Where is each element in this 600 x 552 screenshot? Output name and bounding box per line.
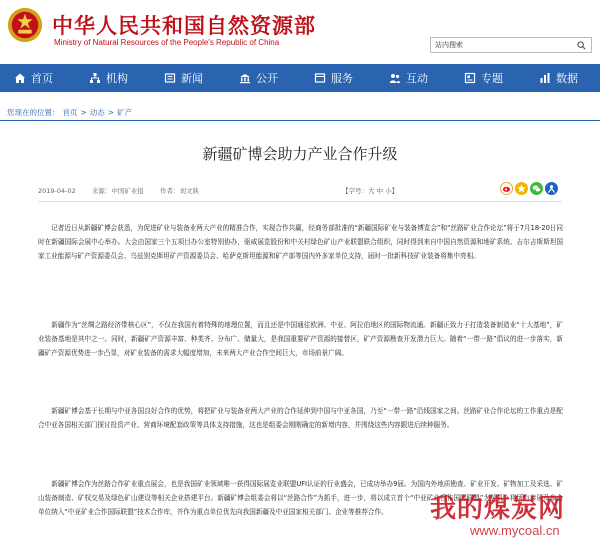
font-size-switch[interactable]: 【字号：大 中 小】 — [342, 187, 399, 195]
nav-item-home[interactable] — [0, 64, 75, 92]
article-paragraph: 记者近日从新疆矿博会获悉，为促进矿业与装备业两大产业的精准合作，实现合作共赢，经商务部批准的“新疆国际矿业与装备博览会”和“丝路矿业合作论坛”将于7月18-20日同时在新疆国际会展中心举办。大会由国家三个五项目办公室特别协办，驱威展览股份和中关村绿色矿山产业联盟联合组织，同时得到来自中国自然资源和地矿系统、吉尔吉斯斯坦国家工业能源与矿产资源委员会、乌兹别克斯坦矿产资源委员会、哈萨克斯坦能源和矿产部等国内外多家单位支持，届时一批新科技矿业装备将集中亮相。 — [38, 224, 563, 260]
article-title: 新疆矿博会助力产业合作升级 — [202, 145, 398, 163]
weibo-icon[interactable] — [500, 182, 513, 195]
main-nav — [0, 64, 600, 92]
share-bar — [500, 182, 558, 195]
qzone-icon[interactable] — [515, 182, 528, 195]
breadcrumb-minerals[interactable]: 矿产 — [117, 107, 133, 117]
interact-icon — [389, 72, 401, 84]
meta-divider — [38, 201, 562, 202]
watermark-logo: 我的煤炭网 — [430, 494, 566, 524]
nav-item-news[interactable] — [150, 64, 225, 92]
search-box[interactable] — [430, 37, 592, 53]
nav-item-label: 专题 — [481, 72, 503, 85]
nav-item-label: 数据 — [556, 72, 578, 85]
nav-item-label: 服务 — [331, 72, 353, 85]
watermark-url: www.mycoal.cn — [470, 523, 560, 538]
open-icon — [239, 72, 251, 84]
data-icon — [539, 72, 551, 84]
nav-item-label: 新闻 — [181, 72, 203, 85]
site-subtitle: Ministry of Natural Resources of the People's Republic of China — [54, 38, 280, 47]
nav-item-label: 首页 — [31, 72, 53, 85]
wechat-icon[interactable] — [530, 182, 543, 195]
article-paragraph: 新疆作为“丝绸之路经济带核心区”，不仅在我国有着特殊的地理位置，而且还是中国通往欧洲、中亚、阿拉伯地区的国际物流通。新疆正致力于打造装备制造业“十大基地”，矿业装备基地是其中之一。同时，新疆矿产资源丰富、种类齐、分布广、储量大，是我国重要矿产资源的接替区，矿产资源勘查开发潜力巨大。随着“一带一路”倡议的进一步落实，新疆矿产资源优势进一步凸显，对矿业装备的需求大幅度增加，未来两大产业合作空间巨大，市场前景广阔。 — [38, 321, 563, 357]
breadcrumb-sep: > — [107, 107, 115, 117]
nav-item-label: 机构 — [106, 72, 128, 85]
org-icon — [89, 72, 101, 84]
nav-item-open[interactable] — [225, 64, 300, 92]
site-header — [0, 0, 600, 64]
site-title[interactable]: 中华人民共和国自然资源部 — [52, 14, 316, 38]
breadcrumb-prefix: 您现在的位置： — [7, 107, 60, 117]
article-meta — [38, 186, 213, 195]
service-icon — [314, 72, 326, 84]
breadcrumb-divider — [0, 120, 600, 121]
topic-icon — [464, 72, 476, 84]
article-date: 2019-04-02 — [38, 187, 76, 195]
breadcrumb-home[interactable]: 首页 — [62, 107, 78, 117]
nav-item-label: 公开 — [256, 72, 278, 85]
home-icon — [14, 72, 26, 84]
nav-item-org[interactable] — [75, 64, 150, 92]
breadcrumb-sep: > — [80, 107, 87, 117]
nav-item-label: 互动 — [406, 72, 428, 85]
renren-icon[interactable] — [545, 182, 558, 195]
nav-item-service[interactable] — [300, 64, 375, 92]
nav-item-data[interactable] — [525, 64, 600, 92]
article-author: 作者：刘文陕 — [159, 187, 199, 195]
news-icon — [164, 72, 176, 84]
search-input[interactable] — [431, 38, 569, 52]
search-icon[interactable] — [571, 38, 591, 52]
national-emblem-icon[interactable] — [6, 6, 44, 44]
nav-item-interact[interactable] — [375, 64, 450, 92]
breadcrumb-news[interactable]: 动态 — [89, 107, 105, 117]
article-paragraph: 新疆矿博会基于长期与中亚各国良好合作的优势，将把矿业与装备业两大产业的合作延伸到中国与中亚各国，乃至“一带一路”沿线国家之间。丝路矿业合作论坛的工作重点是配合中亚各国相关部门探讨投资产业、营商环境配套政策等具体支持措施，这也是组委会刚刚确定的新增内容，并围绕这些内容跟进后续种服务。 — [38, 407, 563, 429]
article-paragraph: 新疆矿博会作为丝路合作矿业重点展会，也是我国矿业领域唯一获得国际展览业联盟UFI认证的行业盛会，已成功举办9届。为国内外地质勘查、矿业开发、矿物加工及采选、矿山装备制造、矿权交易及绿色矿山建设等相关企业搭建平台。新疆矿博会组委会将以“丝路合作”为抓手，进一步，将以成立首个“中亚矿业合作国际联盟”为契机，将所有参展及参会单位纳入“中亚矿业合作国际联盟”技术合作库，并作为重点单位优先向我国新疆及中亚国家相关部门、企业等推荐合作。 — [38, 480, 563, 516]
article-source: 来源：中国矿业报 — [91, 187, 144, 195]
breadcrumb — [0, 104, 600, 120]
nav-item-topic[interactable] — [450, 64, 525, 92]
